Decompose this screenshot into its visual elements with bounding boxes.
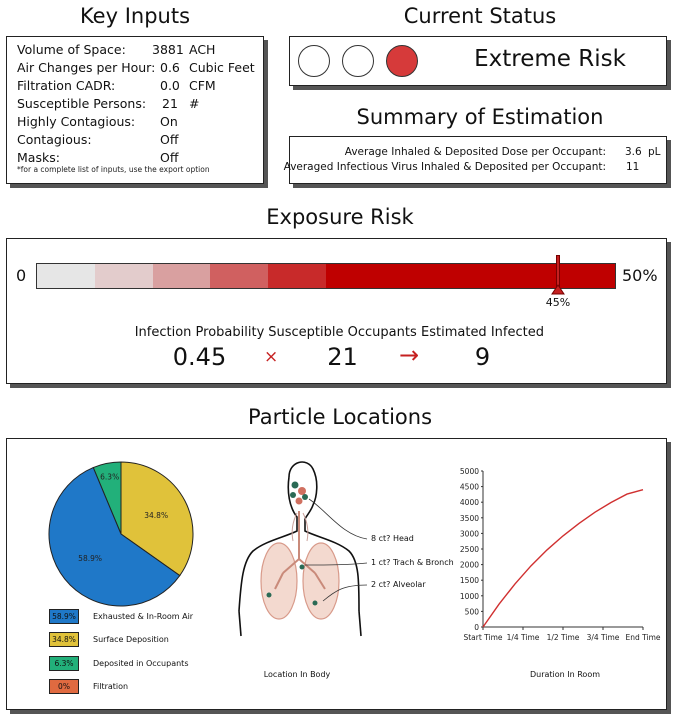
body-label-trach: 1 ct? Trach & Bronch — [371, 558, 454, 567]
summary-dose-unit: pL — [648, 146, 661, 158]
alveolar-particle-icon — [267, 593, 272, 598]
trachea-particle-icon — [300, 565, 305, 570]
risk-bar-segment — [442, 264, 500, 288]
status-light-medium — [342, 45, 374, 77]
input-label: Filtration CADR: — [17, 78, 116, 93]
summary-virus-value: 11 — [626, 161, 640, 173]
risk-marker-triangle — [552, 285, 564, 295]
particle-pie-chart — [33, 449, 213, 619]
input-unit: CFM — [189, 78, 216, 93]
input-value: 21 — [162, 96, 178, 111]
line-series — [483, 490, 643, 627]
risk-bar-segment — [153, 264, 211, 288]
y-tick-label: 1000 — [459, 591, 479, 601]
body-label-head: 8 ct? Head — [371, 534, 414, 543]
key-inputs-heading: Key Inputs — [79, 4, 191, 28]
infection-probability-value: 0.45 — [172, 343, 227, 371]
susceptible-occupants-label: Susceptible Occupants — [268, 325, 417, 340]
input-label: Highly Contagious: — [17, 114, 136, 129]
estimated-infected-value: 9 — [474, 343, 491, 371]
input-value: On — [160, 114, 178, 129]
risk-bar-segment — [326, 264, 384, 288]
export-note: *for a complete list of inputs, use the export option — [17, 165, 210, 174]
legend-label-surface: Surface Deposition — [93, 635, 169, 644]
input-unit: Cubic Feet — [189, 60, 255, 75]
status-light-high — [386, 45, 418, 77]
risk-bar-segment — [557, 264, 615, 288]
body-caption: Location In Body — [263, 670, 331, 679]
input-value: Off — [160, 132, 179, 147]
y-tick-label: 1500 — [459, 576, 479, 586]
input-label: Masks: — [17, 150, 60, 165]
legend-swatch-occupants: 6.3% — [49, 656, 79, 671]
input-unit: ACH — [189, 42, 216, 57]
infection-probability-label: Infection Probability — [134, 325, 265, 340]
susceptible-occupants-value: 21 — [327, 343, 358, 371]
summary-dose-value: 3.6 — [625, 146, 642, 158]
summary-virus-label: Averaged Infectious Virus Inhaled & Deposited per Occupant: — [283, 161, 606, 173]
line-chart-xlabel: Duration In Room — [529, 670, 601, 679]
legend-label-filtration: Filtration — [93, 682, 129, 691]
y-tick-label: 0 — [474, 623, 479, 632]
input-label: Contagious: — [17, 132, 92, 147]
y-tick-label: 500 — [464, 607, 479, 617]
estimated-infected-label: Estimated Infected — [421, 325, 544, 340]
legend-swatch-surface: 34.8% — [49, 632, 79, 647]
legend-swatch-filtration: 0% — [49, 679, 79, 694]
y-tick-label: 5000 — [459, 467, 479, 476]
summary-panel — [283, 136, 667, 184]
multiply-symbol: × — [264, 347, 279, 367]
pie-slice-label: 34.8% — [144, 510, 169, 520]
risk-bar-segment — [95, 264, 153, 288]
exposure-risk-heading: Exposure Risk — [266, 205, 414, 229]
x-tick-label: 1/4 Time — [506, 633, 540, 642]
input-label: Volume of Space: — [17, 42, 126, 57]
risk-marker-label: 45% — [545, 296, 571, 309]
y-tick-label: 2000 — [459, 560, 479, 570]
y-tick-label: 3500 — [459, 513, 479, 523]
summary-heading: Summary of Estimation — [356, 105, 604, 129]
x-tick-label: 3/4 Time — [586, 633, 620, 642]
duration-line-chart — [445, 465, 661, 680]
pie-slice-label: 58.9% — [78, 553, 103, 563]
risk-bar-segment — [210, 264, 268, 288]
x-tick-label: Start Time — [463, 633, 503, 642]
summary-dose-label: Average Inhaled & Deposited Dose per Occupant: — [344, 146, 606, 158]
x-tick-label: End Time — [625, 633, 661, 642]
head-particles-icon — [290, 482, 308, 505]
input-value: 3881 — [152, 42, 184, 57]
input-unit: # — [189, 96, 200, 111]
legend-label-exhausted: Exhausted & In-Room Air — [93, 612, 194, 621]
risk-bar-segment — [268, 264, 326, 288]
status-light-low — [298, 45, 330, 77]
x-tick-label: 1/2 Time — [546, 633, 580, 642]
alveolar-particle-icon-2 — [313, 601, 318, 606]
y-tick-label: 3000 — [459, 529, 479, 539]
pie-slice-label: 6.3% — [100, 472, 120, 482]
particle-locations-heading: Particle Locations — [247, 405, 433, 429]
input-label: Air Changes per Hour: — [17, 60, 156, 75]
risk-bar-segment — [384, 264, 442, 288]
risk-bar — [36, 263, 616, 289]
input-value: 0.6 — [160, 60, 180, 75]
legend-swatch-exhausted: 58.9% — [49, 609, 79, 624]
key-inputs-panel — [6, 36, 264, 184]
y-tick-label: 4500 — [459, 482, 479, 492]
body-label-alveolar: 2 ct? Alveolar — [371, 580, 426, 589]
legend-label-occupants: Deposited in Occupants — [93, 659, 189, 668]
particle-locations-panel — [6, 438, 667, 710]
current-status-heading: Current Status — [403, 4, 557, 28]
line-chart-axes — [483, 471, 643, 627]
exposure-risk-panel — [6, 238, 667, 384]
risk-bar-segment — [499, 264, 557, 288]
input-label: Susceptible Persons: — [17, 96, 147, 111]
status-label: Extreme Risk — [474, 46, 626, 72]
arrow-symbol: → — [399, 341, 420, 369]
risk-max-label: 50% — [622, 266, 658, 285]
risk-min-label: 0 — [16, 266, 27, 285]
input-value: 0.0 — [160, 78, 180, 93]
risk-bar-segment — [37, 264, 95, 288]
y-tick-label: 2500 — [459, 545, 479, 554]
input-value: Off — [160, 150, 179, 165]
y-tick-label: 4000 — [459, 498, 479, 508]
current-status-panel — [289, 36, 667, 86]
